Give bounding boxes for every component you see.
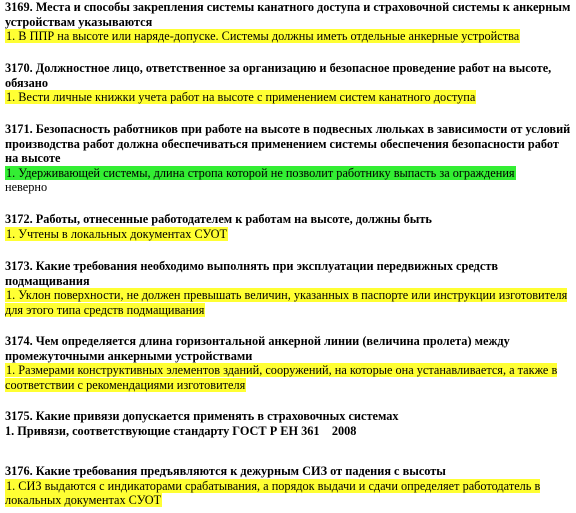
- question-answer: 1. Привязи, соответствующие стандарту ГОСТ Р ЕН 361 2008: [5, 423, 357, 438]
- question-title: 3169. Места и способы закрепления системы канатного доступа и страховочной системы к анкерным устройствам указываются: [5, 0, 571, 29]
- answer-highlight: 1. Удерживающей системы, длина стропа которой не позволит работнику выпасть за ограждения: [6, 165, 515, 180]
- question-3176: [5, 464, 571, 508]
- question-answer: [5, 479, 571, 508]
- answer-highlight: 1. В ППР на высоте или наряде-допуске. Системы должны иметь отдельные анкерные устройства: [6, 29, 520, 43]
- question-3173: [5, 259, 571, 317]
- question-title: 3171. Безопасность работников при работе на высоте в подвесных люльках в зависимости от условий производства работ должна обеспечиваться применением системы обеспечения безопасности работ на высоте: [5, 122, 571, 165]
- answer-highlight: 1. Учтены в локальных документах СУОТ: [6, 226, 228, 241]
- question-3170: [5, 61, 571, 105]
- question-answer: [5, 227, 571, 242]
- question-title: 3173. Какие требования необходимо выполнять при эксплуатации передвижных средств подмащивания: [5, 259, 499, 288]
- answer-note: неверно: [5, 180, 48, 194]
- answer-highlight: 1. Уклон поверхности, не должен превышать величин, указанных в паспорте или инструкции изготовителя для этого типа средств подмащивания: [5, 288, 568, 317]
- answer-highlight: 1. Размерами конструктивных элементов зданий, сооружений, на которые она устанавливается, а также в соответствии с рекомендациями изготовителя: [5, 363, 558, 392]
- question-3172: [5, 212, 571, 241]
- question-answer: [5, 288, 571, 317]
- answer-highlight: 1. СИЗ выдаются с индикаторами срабатывания, а порядок выдачи и сдачи определяет работодатель в локальных документах СУОТ: [5, 478, 541, 507]
- question-3169: [5, 0, 571, 44]
- question-title: 3174. Чем определяется длина горизонтальной анкерной линии (величина пролета) между промежуточными анкерными устройствами: [5, 334, 510, 363]
- question-answer: [5, 29, 571, 44]
- question-answer: [5, 166, 571, 181]
- question-title: 3176. Какие требования предъявляются к дежурным СИЗ от падения с высоты: [5, 464, 446, 478]
- question-answer: [5, 90, 571, 105]
- question-3174: [5, 334, 571, 392]
- question-title: 3172. Работы, отнесенные работодателем к работам на высоте, должны быть: [5, 212, 432, 226]
- answer-highlight: 1. Вести личные книжки учета работ на высоте с применением систем канатного доступа: [6, 90, 476, 104]
- question-title: 3175. Какие привязи допускается применять в страховочных системах: [5, 409, 399, 423]
- question-answer: [5, 363, 571, 392]
- question-title: 3170. Должностное лицо, ответственное за организацию и безопасное проведение работ на высоте, обязано: [5, 61, 552, 90]
- question-3171: [5, 122, 571, 195]
- question-3175: [5, 409, 571, 438]
